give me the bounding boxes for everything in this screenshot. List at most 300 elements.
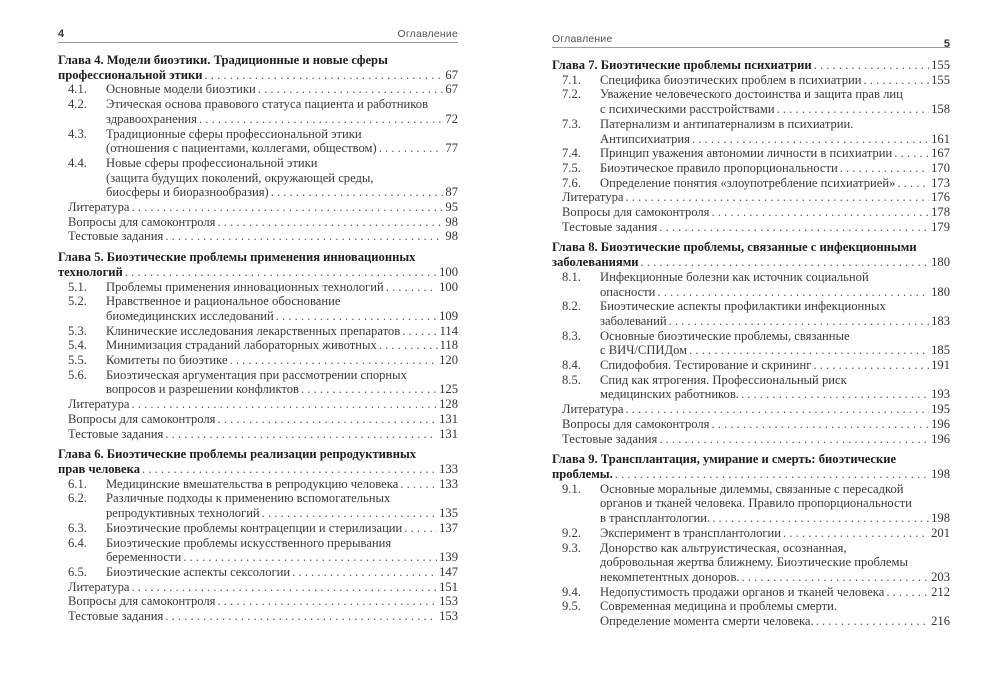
dot-leader <box>777 102 929 117</box>
dot-leader <box>669 314 930 329</box>
page-ref: 180 <box>931 284 950 299</box>
section-number: 5.6. <box>68 367 87 382</box>
page-ref: 203 <box>931 569 950 584</box>
entry-text-line: Глава 9. Трансплантация, умирание и смерть: биоэтические <box>552 452 897 467</box>
dot-leader <box>814 58 929 73</box>
section-number: 5.5. <box>68 353 87 368</box>
section-number: 4.2. <box>68 97 87 112</box>
dot-leader <box>199 112 443 127</box>
section-number: 5.1. <box>68 279 87 294</box>
extra-label: Литература <box>68 397 130 412</box>
dot-leader <box>625 402 929 417</box>
page-ref: 185 <box>931 343 950 358</box>
entry-last-line <box>600 358 950 373</box>
dot-leader <box>783 526 929 541</box>
extra-label: Тестовые задания <box>562 431 658 446</box>
page-ref: 198 <box>931 511 950 526</box>
entry-last-line <box>106 353 458 368</box>
entry-text-line: Проблемы применения инновационных технологий <box>106 279 384 294</box>
extra-label: Тестовые задания <box>68 609 164 624</box>
dot-leader <box>125 265 437 280</box>
toc-section-link[interactable] <box>58 565 458 580</box>
entry-text-line: медицинских работников. <box>600 387 739 402</box>
dot-leader <box>625 190 929 205</box>
entry-text-line: органов и тканей человека. Правило пропорциональности <box>600 496 912 511</box>
section-number: 9.3. <box>562 540 581 555</box>
extra-label: Литература <box>68 200 130 215</box>
section-number: 6.2. <box>68 491 87 506</box>
page-ref: 167 <box>931 146 950 161</box>
toc-extra-link[interactable] <box>552 220 950 235</box>
page-ref: 125 <box>439 382 458 397</box>
page-ref: 193 <box>931 387 950 402</box>
extra-label: Вопросы для самоконтроля <box>68 594 216 609</box>
page-ref: 118 <box>439 338 458 353</box>
toc-extra-link[interactable] <box>58 215 458 230</box>
entry-text-line: Традиционные сферы профессиональной этики <box>106 126 362 141</box>
page-ref: 155 <box>931 72 950 87</box>
entry-text-line: Инфекционные болезни как источник социальной <box>600 269 869 284</box>
chapter-heading-link[interactable] <box>58 447 458 476</box>
dot-leader <box>615 467 929 482</box>
toc-section-link[interactable] <box>552 176 950 191</box>
toc-chapter <box>58 53 458 244</box>
running-head <box>552 31 950 48</box>
dot-leader <box>659 220 929 235</box>
entry-text-line: вопросов и разрешении конфликтов <box>106 382 299 397</box>
running-title: Оглавление <box>397 28 458 40</box>
toc-extra-link[interactable] <box>58 594 458 609</box>
toc-section-link[interactable] <box>552 358 950 373</box>
section-number: 4.3. <box>68 126 87 141</box>
entry-text-line: репродуктивных технологий <box>106 506 260 521</box>
entry-last-line <box>600 511 950 526</box>
toc-section-link[interactable] <box>552 373 950 402</box>
entry-text-line: прав человека <box>58 461 141 476</box>
entry-last-line <box>106 550 458 565</box>
toc-section-link[interactable] <box>552 329 950 358</box>
dot-leader <box>230 353 438 368</box>
section-number: 8.1. <box>562 269 581 284</box>
entry-last-line <box>600 102 950 117</box>
toc-section-link[interactable] <box>552 299 950 328</box>
chapter-heading-link[interactable] <box>552 452 950 481</box>
toc-chapter <box>58 250 458 441</box>
entry-last-line <box>106 382 458 397</box>
toc-section-link[interactable] <box>552 87 950 116</box>
entry-text-line: Глава 4. Модели биоэтики. Традиционные и новые сферы <box>58 53 388 67</box>
entry-last-line <box>552 255 950 270</box>
page-ref: 114 <box>439 323 458 338</box>
entry-text-line: в трансплантологии. <box>600 511 711 526</box>
entry-text-line: биосферы и биоразнообразия) <box>106 185 269 200</box>
entry-text-line: Антипсихиатрия <box>600 131 690 146</box>
entry-text-line: Биоэтическая аргументация при рассмотрении спорных <box>106 367 407 382</box>
page-ref: 128 <box>439 397 458 412</box>
dot-leader <box>741 387 929 402</box>
entry-text-line: Определение понятия «злоупотребление психиатрией» <box>600 175 896 190</box>
running-head <box>58 26 458 43</box>
toc-section-link[interactable] <box>58 491 458 520</box>
page-ref: 133 <box>439 461 458 476</box>
entry-last-line <box>552 467 950 482</box>
entry-text-line: Эксперимент в трансплантологии <box>600 525 782 540</box>
entry-text-line: (защита будущих поколений, окружающей среды, <box>106 170 374 185</box>
dot-leader <box>897 176 929 191</box>
page-ref: 109 <box>439 308 458 323</box>
extra-label: Вопросы для самоконтроля <box>562 416 710 431</box>
extra-label: Вопросы для самоконтроля <box>68 411 216 426</box>
table-of-contents <box>58 53 458 630</box>
entry-text-line: заболеваниями <box>552 255 639 270</box>
dot-leader <box>813 358 929 373</box>
entry-text-line: Современная медицина и проблемы смерти. <box>600 599 838 614</box>
section-number: 9.5. <box>562 599 581 614</box>
entry-last-line <box>58 68 458 83</box>
section-number: 9.1. <box>562 481 581 496</box>
dot-leader <box>165 427 437 442</box>
toc-extra-link[interactable] <box>552 417 950 432</box>
toc-section-link[interactable] <box>58 353 458 368</box>
dot-leader <box>657 285 929 300</box>
toc-section-link[interactable] <box>552 482 950 526</box>
toc-extra-link[interactable] <box>58 397 458 412</box>
toc-chapter <box>552 58 950 234</box>
dot-leader <box>258 82 444 97</box>
entry-text-line: здравоохранения <box>106 111 197 126</box>
section-number: 6.5. <box>68 564 87 579</box>
page-ref: 95 <box>445 200 458 215</box>
chapter-heading-link[interactable] <box>552 240 950 269</box>
dot-leader <box>886 585 929 600</box>
extra-label: Вопросы для самоконтроля <box>562 205 710 220</box>
section-number: 8.3. <box>562 328 581 343</box>
dot-leader <box>402 324 437 339</box>
toc-extra-link[interactable] <box>552 205 950 220</box>
entry-last-line <box>58 462 458 477</box>
page-ref: 216 <box>931 614 950 629</box>
page-ref: 120 <box>439 353 458 368</box>
page-ref: 67 <box>445 82 458 97</box>
dot-leader <box>742 570 930 585</box>
entry-last-line <box>106 112 458 127</box>
dot-leader <box>711 417 929 432</box>
page-ref: 100 <box>439 264 458 279</box>
entry-last-line <box>106 506 458 521</box>
entry-last-line <box>106 82 458 97</box>
dot-leader <box>379 338 438 353</box>
entry-text-line: профессиональной этики <box>58 67 203 82</box>
entry-text-line: Глава 6. Биоэтические проблемы реализации репродуктивных <box>58 447 417 462</box>
entry-text-line: опасности <box>600 284 656 299</box>
section-number: 8.4. <box>562 358 581 373</box>
dot-leader <box>379 141 444 156</box>
dot-leader <box>659 432 929 447</box>
entry-text-line: Основные моральные дилеммы, связанные с пересадкой <box>600 481 904 496</box>
page-number: 4 <box>58 28 65 40</box>
dot-leader <box>131 580 437 595</box>
page-ref: 139 <box>439 550 458 565</box>
entry-text-line: Патернализм и антипатернализм в психиатрии. <box>600 116 854 131</box>
chapter-heading-link[interactable] <box>58 250 458 279</box>
section-number: 8.5. <box>562 372 581 387</box>
page-ref: 133 <box>439 476 458 491</box>
entry-last-line <box>106 565 458 580</box>
page-ref: 67 <box>445 67 458 82</box>
table-of-contents <box>552 58 950 635</box>
dot-leader <box>712 511 929 526</box>
entry-last-line <box>600 146 950 161</box>
toc-extra-link[interactable] <box>58 200 458 215</box>
dot-leader <box>276 309 437 324</box>
toc-extra-link[interactable] <box>58 427 458 442</box>
page-ref: 180 <box>931 255 950 270</box>
entry-text-line: Биоэтические проблемы искусственного прерывания <box>106 535 392 550</box>
toc-section-link[interactable] <box>552 526 950 541</box>
page-ref: 198 <box>931 466 950 481</box>
dot-leader <box>217 594 437 609</box>
entry-last-line <box>600 314 950 329</box>
page-ref: 178 <box>931 205 950 220</box>
chapter-heading-link[interactable] <box>58 53 458 82</box>
toc-section-link[interactable] <box>552 541 950 585</box>
toc-chapter <box>552 240 950 446</box>
toc-section-link[interactable] <box>58 324 458 339</box>
toc-section-link[interactable] <box>552 161 950 176</box>
page-ref: 195 <box>931 402 950 417</box>
entry-text-line: Глава 8. Биоэтические проблемы, связанные с инфекционными <box>552 240 917 255</box>
section-number: 9.2. <box>562 525 581 540</box>
entry-text-line: технологий <box>58 264 123 279</box>
entry-text-line: Глава 5. Биоэтические проблемы применения инновационных <box>58 250 416 265</box>
entry-last-line <box>600 73 950 88</box>
page-ref: 191 <box>931 358 950 373</box>
entry-text-line: беременности <box>106 550 182 565</box>
dot-leader <box>692 132 929 147</box>
dot-leader <box>165 609 437 624</box>
toc-section-link[interactable] <box>58 127 458 156</box>
extra-label: Тестовые задания <box>68 229 164 244</box>
page-ref: 201 <box>931 525 950 540</box>
page-number: 5 <box>943 38 950 50</box>
entry-last-line <box>600 585 950 600</box>
entry-last-line <box>106 309 458 324</box>
entry-last-line <box>106 185 458 200</box>
page-ref: 176 <box>931 190 950 205</box>
entry-text-line: Минимизация страданий лабораторных животных <box>106 338 377 353</box>
dot-leader <box>863 73 929 88</box>
page-ref: 196 <box>931 431 950 446</box>
entry-text-line: Определение момента смерти человека. <box>600 614 814 629</box>
section-number: 7.1. <box>562 72 581 87</box>
entry-text-line: некомпетентных доноров. <box>600 569 740 584</box>
toc-extra-link[interactable] <box>58 229 458 244</box>
section-number: 7.4. <box>562 146 581 161</box>
dot-leader <box>205 68 444 83</box>
dot-leader <box>131 397 437 412</box>
page-ref: 147 <box>439 564 458 579</box>
toc-section-link[interactable] <box>58 280 458 295</box>
entry-last-line <box>600 285 950 300</box>
toc-extra-link[interactable] <box>552 432 950 447</box>
toc-section-link[interactable] <box>58 521 458 536</box>
entry-last-line <box>106 521 458 536</box>
toc-section-link[interactable] <box>58 294 458 323</box>
toc-section-link[interactable] <box>58 156 458 200</box>
section-number: 4.1. <box>68 82 87 97</box>
entry-last-line <box>600 176 950 191</box>
entry-last-line <box>600 343 950 358</box>
toc-section-link[interactable] <box>552 117 950 146</box>
entry-text-line: Клинические исследования лекарственных препаратов <box>106 323 401 338</box>
toc-section-link[interactable] <box>58 338 458 353</box>
toc-section-link[interactable] <box>58 536 458 565</box>
extra-label: Литература <box>562 190 624 205</box>
entry-text-line: Новые сферы профессиональной этики <box>106 155 318 170</box>
section-number: 4.4. <box>68 155 87 170</box>
entry-text-line: Принцип уважения автономии личности в психиатрии <box>600 146 893 161</box>
entry-last-line <box>552 58 950 73</box>
toc-section-link[interactable] <box>58 97 458 126</box>
page-ref: 153 <box>439 594 458 609</box>
page-ref: 87 <box>445 185 458 200</box>
entry-text-line: Биоэтические аспекты сексологии <box>106 564 291 579</box>
page-ref: 135 <box>439 506 458 521</box>
toc-section-link[interactable] <box>552 146 950 161</box>
entry-text-line: Недопустимость продажи органов и тканей человека <box>600 584 885 599</box>
extra-label: Литература <box>68 579 130 594</box>
page-ref: 98 <box>445 214 458 229</box>
page-ref: 173 <box>931 175 950 190</box>
toc-extra-link[interactable] <box>58 609 458 624</box>
toc-section-link[interactable] <box>552 270 950 299</box>
entry-text-line: биомедицинских исследований <box>106 308 274 323</box>
page-ref: 98 <box>445 229 458 244</box>
section-number: 9.4. <box>562 584 581 599</box>
entry-text-line: проблемы. <box>552 466 613 481</box>
entry-text-line: Медицинские вмешательства в репродукцию человека <box>106 476 399 491</box>
entry-last-line <box>106 338 458 353</box>
section-number: 7.3. <box>562 116 581 131</box>
entry-text-line: Биоэтическое правило пропорциональности <box>600 160 838 175</box>
entry-text-line: с психическими расстройствами <box>600 102 775 117</box>
section-number: 5.3. <box>68 323 87 338</box>
entry-text-line: Уважение человеческого достоинства и защита прав лиц <box>600 87 903 102</box>
toc-chapter <box>552 452 950 628</box>
dot-leader <box>711 205 929 220</box>
toc-section-link[interactable] <box>58 477 458 492</box>
entry-text-line: Донорство как альтруистическая, осознанная, <box>600 540 847 555</box>
toc-extra-link[interactable] <box>552 190 950 205</box>
extra-label: Тестовые задания <box>562 219 658 234</box>
toc-extra-link[interactable] <box>552 402 950 417</box>
running-title: Оглавление <box>552 33 613 45</box>
entry-text-line: Биоэтические аспекты профилактики инфекционных <box>600 299 886 314</box>
dot-leader <box>271 185 444 200</box>
entry-text-line: Комитеты по биоэтике <box>106 353 228 368</box>
page-ref: 179 <box>931 219 950 234</box>
entry-last-line <box>58 265 458 280</box>
dot-leader <box>641 255 930 270</box>
toc-section-link[interactable] <box>58 82 458 97</box>
dot-leader <box>301 382 437 397</box>
toc-chapter <box>58 447 458 623</box>
dot-leader <box>816 614 929 629</box>
extra-label: Тестовые задания <box>68 426 164 441</box>
entry-last-line <box>600 161 950 176</box>
page-ref: 155 <box>931 58 950 72</box>
chapter-heading-link[interactable] <box>552 58 950 73</box>
entry-text-line: Основные модели биоэтики <box>106 82 256 97</box>
dot-leader <box>404 521 437 536</box>
extra-label: Литература <box>562 402 624 417</box>
page-ref: 100 <box>439 279 458 294</box>
section-number: 7.5. <box>562 160 581 175</box>
toc-section-link[interactable] <box>552 599 950 628</box>
entry-text-line: Специфика биоэтических проблем в психиатрии <box>600 72 862 87</box>
entry-text-line: Спидофобия. Тестирование и скрининг <box>600 358 812 373</box>
page-ref: 196 <box>931 416 950 431</box>
entry-text-line: Биоэтические проблемы контрацепции и стерилизации <box>106 520 403 535</box>
dot-leader <box>840 161 929 176</box>
page-ref: 158 <box>931 102 950 117</box>
dot-leader <box>689 343 929 358</box>
toc-section-link[interactable] <box>58 368 458 397</box>
extra-label: Вопросы для самоконтроля <box>68 214 216 229</box>
toc-extra-link[interactable] <box>58 412 458 427</box>
dot-leader <box>131 200 443 215</box>
page-ref: 77 <box>445 141 458 156</box>
dot-leader <box>217 215 443 230</box>
dot-leader <box>400 477 437 492</box>
section-number: 7.6. <box>562 175 581 190</box>
section-number: 5.2. <box>68 294 87 309</box>
page-ref: 212 <box>931 584 950 599</box>
entry-text-line: Нравственное и рациональное обоснование <box>106 294 341 309</box>
toc-section-link[interactable] <box>552 585 950 600</box>
entry-last-line <box>106 324 458 339</box>
entry-text-line: (отношения с пациентами, коллегами, обществом) <box>106 141 377 156</box>
dot-leader <box>894 146 929 161</box>
entry-last-line <box>106 141 458 156</box>
toc-section-link[interactable] <box>552 73 950 88</box>
dot-leader <box>142 462 437 477</box>
page-ref: 131 <box>439 411 458 426</box>
section-number: 6.3. <box>68 520 87 535</box>
entry-last-line <box>600 526 950 541</box>
dot-leader <box>217 412 437 427</box>
entry-last-line <box>106 477 458 492</box>
entry-last-line <box>600 132 950 147</box>
page-ref: 170 <box>931 160 950 175</box>
entry-last-line <box>600 387 950 402</box>
dot-leader <box>262 506 437 521</box>
page-ref: 183 <box>931 313 950 328</box>
page-ref: 131 <box>439 426 458 441</box>
toc-extra-link[interactable] <box>58 580 458 595</box>
dot-leader <box>292 565 437 580</box>
entry-text-line: Спид как ятрогения. Профессиональный риск <box>600 372 847 387</box>
dot-leader <box>165 229 443 244</box>
entry-last-line <box>600 614 950 629</box>
entry-text-line: заболеваний <box>600 313 667 328</box>
entry-text-line: с ВИЧ/СПИДом <box>600 343 688 358</box>
entry-text-line: добровольная жертва ближнему. Биоэтические проблемы <box>600 555 908 570</box>
page-ref: 72 <box>445 111 458 126</box>
page-ref: 161 <box>931 131 950 146</box>
section-number: 8.2. <box>562 299 581 314</box>
entry-text-line: Основные биоэтические проблемы, связанные <box>600 328 850 343</box>
